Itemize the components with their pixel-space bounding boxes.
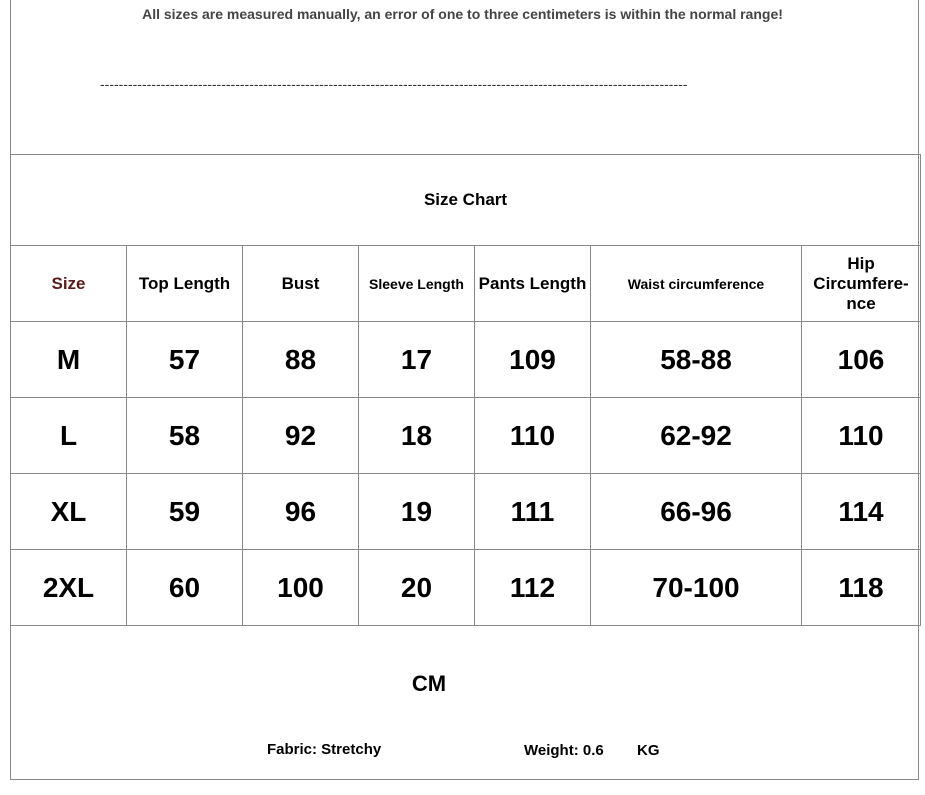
header-top-length: Top Length xyxy=(127,246,243,322)
cell-hip: 106 xyxy=(802,322,921,398)
cell-hip: 114 xyxy=(802,474,921,550)
table-row xyxy=(11,398,921,474)
dashed-divider: ------------------------------------------------------------------------------------------------------------------------------ xyxy=(100,76,688,92)
header-pants-length: Pants Length xyxy=(475,246,591,322)
cell-bust: 96 xyxy=(243,474,359,550)
header-sleeve-length: Sleeve Length xyxy=(359,246,475,322)
fabric-info: Fabric: Stretchy xyxy=(267,741,382,758)
table-row xyxy=(11,322,921,398)
chart-title: Size Chart xyxy=(11,155,921,246)
table-row xyxy=(11,474,921,550)
table-row xyxy=(11,550,921,626)
cell-bust: 92 xyxy=(243,398,359,474)
unit-label: CM xyxy=(411,671,447,696)
weight-info: Weight: 0.6 xyxy=(524,742,604,759)
measurement-note: All sizes are measured manually, an error of one to three centimeters is within the normal range! xyxy=(142,6,783,22)
cell-pants-length: 112 xyxy=(475,550,591,626)
cell-waist: 62-92 xyxy=(591,398,802,474)
cell-pants-length: 110 xyxy=(475,398,591,474)
header-waist: Waist circumference xyxy=(591,246,802,322)
size-chart-table xyxy=(10,154,921,626)
cell-waist: 70-100 xyxy=(591,550,802,626)
weight-unit: KG xyxy=(637,742,660,759)
cell-size: L xyxy=(11,398,127,474)
header-size: Size xyxy=(11,246,127,322)
cell-pants-length: 109 xyxy=(475,322,591,398)
cell-bust: 88 xyxy=(243,322,359,398)
title-row xyxy=(11,155,921,246)
cell-sleeve-length: 20 xyxy=(359,550,475,626)
cell-hip: 118 xyxy=(802,550,921,626)
cell-top-length: 59 xyxy=(127,474,243,550)
cell-waist: 58-88 xyxy=(591,322,802,398)
cell-sleeve-length: 17 xyxy=(359,322,475,398)
cell-sleeve-length: 19 xyxy=(359,474,475,550)
cell-waist: 66-96 xyxy=(591,474,802,550)
cell-size: 2XL xyxy=(11,550,127,626)
cell-pants-length: 111 xyxy=(475,474,591,550)
cell-sleeve-length: 18 xyxy=(359,398,475,474)
cell-hip: 110 xyxy=(802,398,921,474)
header-bust: Bust xyxy=(243,246,359,322)
cell-top-length: 60 xyxy=(127,550,243,626)
cell-size: M xyxy=(11,322,127,398)
cell-top-length: 57 xyxy=(127,322,243,398)
header-hip: Hip Circumfere-nce xyxy=(802,246,921,322)
cell-bust: 100 xyxy=(243,550,359,626)
cell-size: XL xyxy=(11,474,127,550)
cell-top-length: 58 xyxy=(127,398,243,474)
header-row xyxy=(11,246,921,322)
